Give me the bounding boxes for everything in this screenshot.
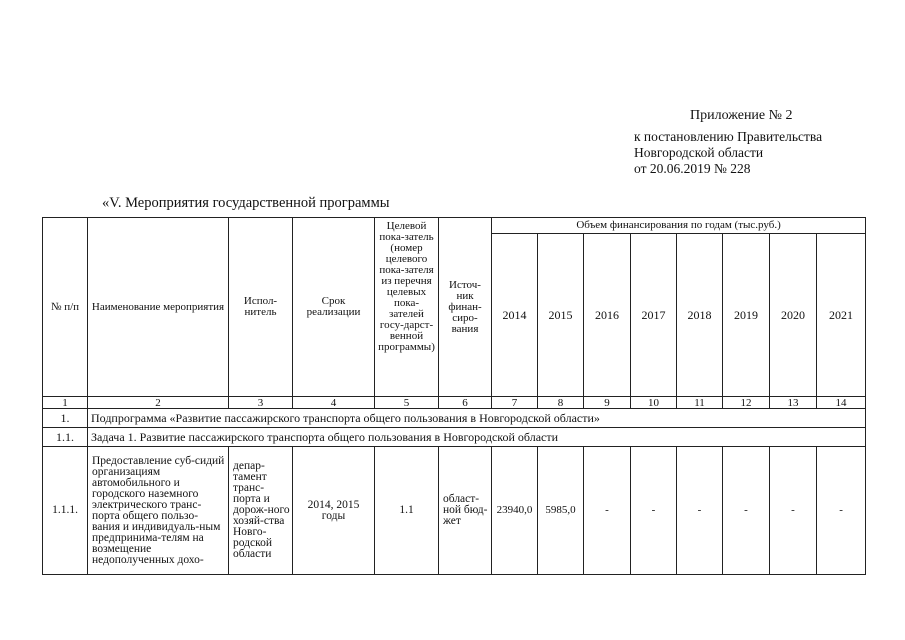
activity-term: 2014, 2015 годы bbox=[293, 447, 375, 575]
header-year: 2017 bbox=[631, 234, 677, 397]
column-number: 1 bbox=[43, 397, 88, 409]
column-number: 8 bbox=[538, 397, 584, 409]
column-number: 14 bbox=[817, 397, 866, 409]
document-title: «V. Мероприятия государственной программы bbox=[102, 195, 390, 211]
header-term: Срок реализации bbox=[293, 218, 375, 397]
column-number: 2 bbox=[88, 397, 229, 409]
column-number: 4 bbox=[293, 397, 375, 409]
funding-value: - bbox=[631, 447, 677, 575]
activity-name: Предоставление суб-сидий организациям автомобильного и городского наземного электрического транс-порта общего пользо-вания и индивидуаль-ным предпринима-телям на возмещение недополученных дохо- bbox=[88, 447, 229, 575]
column-number: 10 bbox=[631, 397, 677, 409]
funding-value: 5985,0 bbox=[538, 447, 584, 575]
subprogram-row bbox=[43, 409, 866, 428]
header-year: 2015 bbox=[538, 234, 584, 397]
activities-table bbox=[42, 217, 866, 575]
column-number: 6 bbox=[439, 397, 492, 409]
column-number: 7 bbox=[492, 397, 538, 409]
header-year: 2019 bbox=[723, 234, 770, 397]
header-year: 2016 bbox=[584, 234, 631, 397]
funding-value: - bbox=[677, 447, 723, 575]
column-number: 11 bbox=[677, 397, 723, 409]
header-year: 2014 bbox=[492, 234, 538, 397]
header-row-group bbox=[43, 218, 866, 234]
activity-target: 1.1 bbox=[375, 447, 439, 575]
annex-line-3: от 20.06.2019 № 228 bbox=[634, 161, 751, 176]
table-row bbox=[43, 447, 866, 575]
annex-line-2: Новгородской области bbox=[634, 145, 764, 160]
subprogram-title: Подпрограмма «Развитие пассажирского транспорта общего пользования в Новгородской области» bbox=[88, 409, 866, 428]
task-row bbox=[43, 428, 866, 447]
header-num: № п/п bbox=[43, 218, 88, 397]
header-year: 2018 bbox=[677, 234, 723, 397]
task-title: Задача 1. Развитие пассажирского транспорта общего пользования в Новгородской области bbox=[88, 428, 866, 447]
column-number: 13 bbox=[770, 397, 817, 409]
header-year: 2021 bbox=[817, 234, 866, 397]
header-executor: Испол-нитель bbox=[229, 218, 293, 397]
funding-value: - bbox=[584, 447, 631, 575]
column-number: 12 bbox=[723, 397, 770, 409]
column-number-row bbox=[43, 397, 866, 409]
task-number: 1.1. bbox=[43, 428, 88, 447]
funding-value: 23940,0 bbox=[492, 447, 538, 575]
annex-decree bbox=[634, 129, 822, 177]
activity-funding-source: област-ной бюд-жет bbox=[439, 447, 492, 575]
header-funding-source: Источ-ник финан-сиро-вания bbox=[439, 218, 492, 397]
header-year: 2020 bbox=[770, 234, 817, 397]
column-number: 3 bbox=[229, 397, 293, 409]
subprogram-number: 1. bbox=[43, 409, 88, 428]
funding-value: - bbox=[817, 447, 866, 575]
funding-value: - bbox=[770, 447, 817, 575]
activity-executor: депар-тамент транс-порта и дорож-ного хозяй-ства Новго-родской области bbox=[229, 447, 293, 575]
column-number: 5 bbox=[375, 397, 439, 409]
funding-value: - bbox=[723, 447, 770, 575]
column-number: 9 bbox=[584, 397, 631, 409]
header-name: Наименование мероприятия bbox=[88, 218, 229, 397]
row-number: 1.1.1. bbox=[43, 447, 88, 575]
annex-title: Приложение № 2 bbox=[690, 108, 793, 123]
header-funding-group: Объем финансирования по годам (тыс.руб.) bbox=[492, 218, 866, 234]
header-target-indicator: Целевой пока-затель (номер целевого пока-зателя из перечня целевых пока-зателей госу-дарст-венной программы) bbox=[375, 218, 439, 397]
annex-line-1: к постановлению Правительства bbox=[634, 129, 823, 144]
